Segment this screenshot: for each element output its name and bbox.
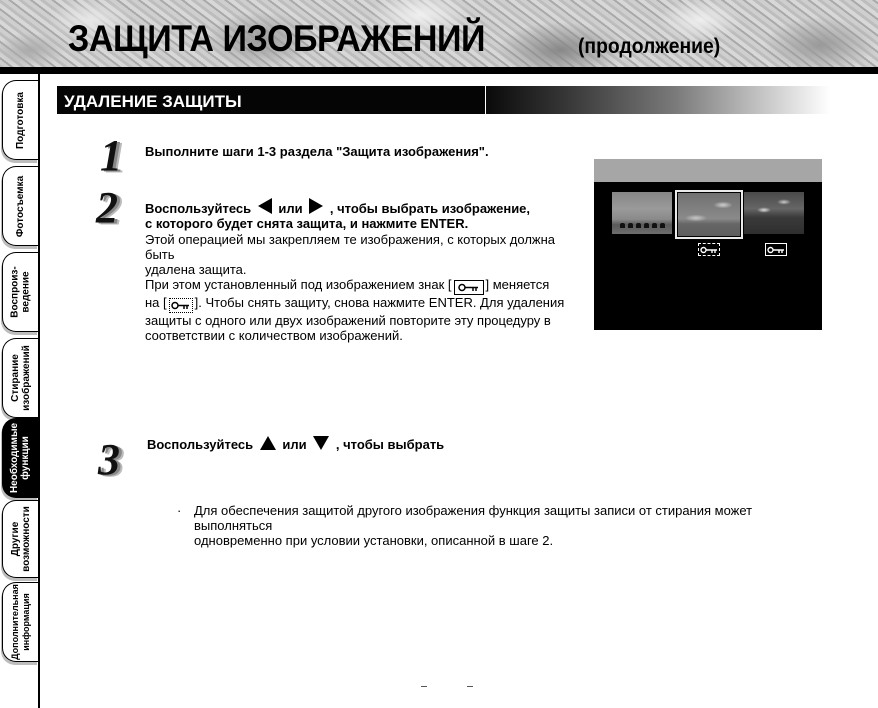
tab-label: Стирание изображений [9, 345, 32, 411]
sidebar-tab-other-features[interactable] [2, 500, 38, 578]
step-number-3: 3 [98, 435, 120, 484]
sidebar-tab-erasing[interactable] [2, 338, 38, 418]
arrow-up-icon [260, 436, 276, 450]
note-line: одновременно при условии установки, описанной в шаге 2. [194, 533, 554, 548]
sidebar-tab-shooting[interactable] [2, 166, 38, 246]
header-rule [0, 67, 878, 74]
page-number-mark [467, 686, 473, 687]
step-2-desc: защиты с одного или двух изображений повторите эту процедуру в [145, 313, 551, 328]
step-2-instruction: Воспользуйтесь или , чтобы выбрать изображение, [145, 198, 585, 216]
step-2-instruction-line2: с которого будет снята защита, и нажмите ENTER. [145, 216, 469, 231]
step-3-instruction: Воспользуйтесь или , чтобы выбрать [147, 437, 445, 452]
sidebar-tab-additional-info[interactable] [2, 582, 38, 662]
thumbnail-3 [744, 192, 804, 234]
arrow-left-icon [258, 198, 272, 214]
step-2-desc: удалена защита. [145, 262, 247, 277]
step-number-1: 1 [100, 131, 122, 180]
arrow-down-icon [313, 436, 329, 450]
page-number-mark [421, 686, 427, 687]
section-gradient [486, 86, 830, 114]
tab-label: Необходимые функции [9, 422, 32, 494]
sidebar-tab-essential-functions[interactable] [2, 418, 38, 498]
step-2-desc: Этой операцией мы закрепляем те изображения, с которых должна быть [145, 232, 556, 262]
sidebar-divider [38, 74, 40, 708]
key-unprotect-icon [698, 243, 720, 256]
tab-label: Подготовка [15, 91, 26, 149]
page-title: ЗАЩИТА ИЗОБРАЖЕНИЙ [68, 18, 486, 59]
tab-label: Фотосъемка [15, 175, 26, 237]
page-subtitle: (продолжение) [578, 35, 721, 58]
step-1-text: Выполните шаги 1-3 раздела "Защита изображения". [145, 144, 489, 159]
camera-screen-preview [594, 159, 822, 330]
note-line: Для обеспечения защитой другого изображения функция защиты записи от стирания может выполняться [194, 503, 753, 533]
step-2-desc: При этом установленный под изображением знак [ ] меняется [145, 277, 585, 295]
sidebar-tab-preparation[interactable] [2, 80, 38, 160]
thumbnail-1 [612, 192, 672, 234]
tab-label: Воспроиз- ведение [9, 266, 32, 318]
screen-title-bar [594, 159, 822, 182]
key-protect-icon [765, 243, 787, 256]
step-2-block [145, 198, 585, 343]
sidebar-tab-playback[interactable] [2, 252, 38, 332]
key-protect-icon [454, 280, 484, 295]
thumbnail-2-selected [678, 193, 740, 236]
tab-label: Дополнительная информация [9, 584, 31, 660]
header-banner [0, 0, 878, 68]
step-2-desc: на [ ]. Чтобы снять защиту, снова нажмите ENTER. Для удаления [145, 295, 585, 313]
key-unprotect-icon [169, 298, 193, 313]
bullet: · [177, 503, 182, 518]
step-2-desc: соответствии с количеством изображений. [145, 328, 403, 343]
tab-label: Другие возможности [9, 506, 32, 572]
step-number-2: 2 [96, 183, 118, 232]
section-header [57, 86, 830, 114]
note [177, 503, 817, 548]
section-title: УДАЛЕНИЕ ЗАЩИТЫ [57, 86, 486, 114]
arrow-right-icon [309, 198, 323, 214]
